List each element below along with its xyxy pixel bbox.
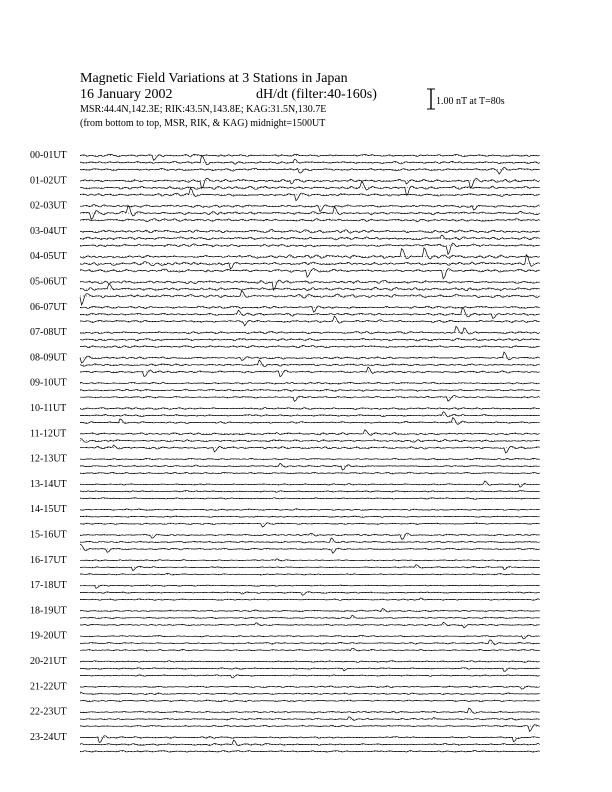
row-label: 02-03UT bbox=[30, 200, 67, 212]
trace-rik bbox=[80, 360, 539, 367]
row-label: 00-01UT bbox=[30, 150, 67, 161]
trace-rik bbox=[80, 205, 539, 219]
trace-rik bbox=[80, 692, 539, 695]
trace-kag bbox=[80, 609, 539, 612]
row-label: 22-23UT bbox=[30, 706, 67, 718]
trace-rik bbox=[80, 439, 539, 443]
trace-kag bbox=[80, 585, 539, 588]
row-label: 17-18UT bbox=[30, 580, 67, 592]
row-label: 07-08UT bbox=[30, 327, 67, 339]
trace-kag bbox=[80, 736, 539, 743]
row-label: 03-04UT bbox=[30, 225, 67, 237]
trace-msr bbox=[80, 598, 539, 600]
row-label: 16-17UT bbox=[30, 554, 67, 566]
trace-msr bbox=[80, 418, 539, 425]
row-label: 08-09UT bbox=[30, 352, 67, 364]
trace-rik bbox=[80, 565, 539, 571]
trace-msr bbox=[80, 219, 539, 222]
trace-kag bbox=[80, 481, 539, 487]
trace-msr bbox=[80, 751, 539, 753]
trace-msr bbox=[80, 700, 539, 702]
trace-rik bbox=[80, 516, 539, 517]
trace-rik bbox=[80, 463, 539, 470]
trace-rik bbox=[80, 389, 539, 391]
row-label: 11-12UT bbox=[30, 428, 67, 440]
trace-kag bbox=[80, 533, 539, 539]
row-label: 01-02UT bbox=[30, 175, 67, 187]
chart-title: Magnetic Field Variations at 3 Stations in Japan bbox=[80, 71, 348, 86]
row-label: 19-20UT bbox=[30, 630, 67, 642]
trace-kag bbox=[80, 306, 539, 312]
trace-msr bbox=[80, 346, 539, 348]
trace-msr bbox=[80, 291, 539, 305]
trace-msr bbox=[80, 167, 539, 174]
trace-rik bbox=[80, 284, 539, 291]
trace-rik bbox=[80, 308, 539, 319]
trace-rik bbox=[80, 156, 539, 165]
trace-kag bbox=[80, 248, 539, 259]
date-label: 16 January 2002 bbox=[80, 87, 173, 102]
trace-rik bbox=[80, 412, 539, 417]
row-label: 09-10UT bbox=[30, 377, 67, 389]
trace-kag bbox=[80, 382, 539, 384]
row-label: 23-24UT bbox=[30, 731, 67, 743]
trace-msr bbox=[80, 316, 539, 326]
trace-msr bbox=[80, 445, 539, 453]
row-label: 15-16UT bbox=[30, 529, 67, 541]
row-label: 12-13UT bbox=[30, 453, 67, 465]
scale-label: 1.00 nT at T=80s bbox=[436, 96, 505, 107]
row-label: 04-05UT bbox=[30, 251, 67, 263]
trace-msr bbox=[80, 648, 539, 651]
station-coordinates: MSR:44.4N,142.3E; RIK:43.5N,143.8E; KAG:31.5N,130.7E bbox=[80, 104, 327, 115]
trace-rik bbox=[80, 640, 539, 645]
trace-msr bbox=[80, 396, 539, 402]
trace-rik bbox=[80, 235, 539, 240]
trace-msr bbox=[80, 188, 539, 201]
trace-rik bbox=[80, 740, 539, 746]
trace-kag bbox=[80, 178, 539, 188]
row-label: 21-22UT bbox=[30, 681, 67, 693]
row-label: 10-11UT bbox=[30, 403, 67, 414]
trace-msr bbox=[80, 268, 539, 278]
row-label: 14-15UT bbox=[30, 504, 67, 516]
row-label: 13-14UT bbox=[30, 478, 67, 490]
trace-kag bbox=[80, 635, 539, 639]
trace-kag bbox=[80, 154, 539, 160]
trace-rik bbox=[80, 592, 539, 596]
trace-kag bbox=[80, 686, 539, 689]
trace-kag bbox=[80, 408, 539, 410]
row-label: 18-19UT bbox=[30, 605, 67, 617]
trace-msr bbox=[80, 472, 539, 474]
row-label: 20-21UT bbox=[30, 656, 67, 667]
trace-msr bbox=[80, 574, 539, 576]
trace-order-note: (from bottom to top, MSR, RIK, & KAG) midnight=1500UT bbox=[80, 118, 326, 129]
trace-kag bbox=[80, 352, 539, 363]
trace-msr bbox=[80, 725, 539, 732]
trace-kag bbox=[80, 708, 539, 713]
row-label: 05-06UT bbox=[30, 276, 67, 288]
trace-msr bbox=[80, 498, 539, 500]
trace-rik bbox=[80, 717, 539, 721]
trace-kag bbox=[80, 559, 539, 561]
trace-msr bbox=[80, 544, 539, 553]
trace-kag bbox=[80, 430, 539, 435]
trace-msr bbox=[80, 523, 539, 527]
quantity-label: dH/dt (filter:40-160s) bbox=[256, 87, 377, 102]
row-label: 06-07UT bbox=[30, 301, 67, 313]
trace-kag bbox=[80, 205, 539, 212]
trace-msr bbox=[80, 243, 539, 254]
